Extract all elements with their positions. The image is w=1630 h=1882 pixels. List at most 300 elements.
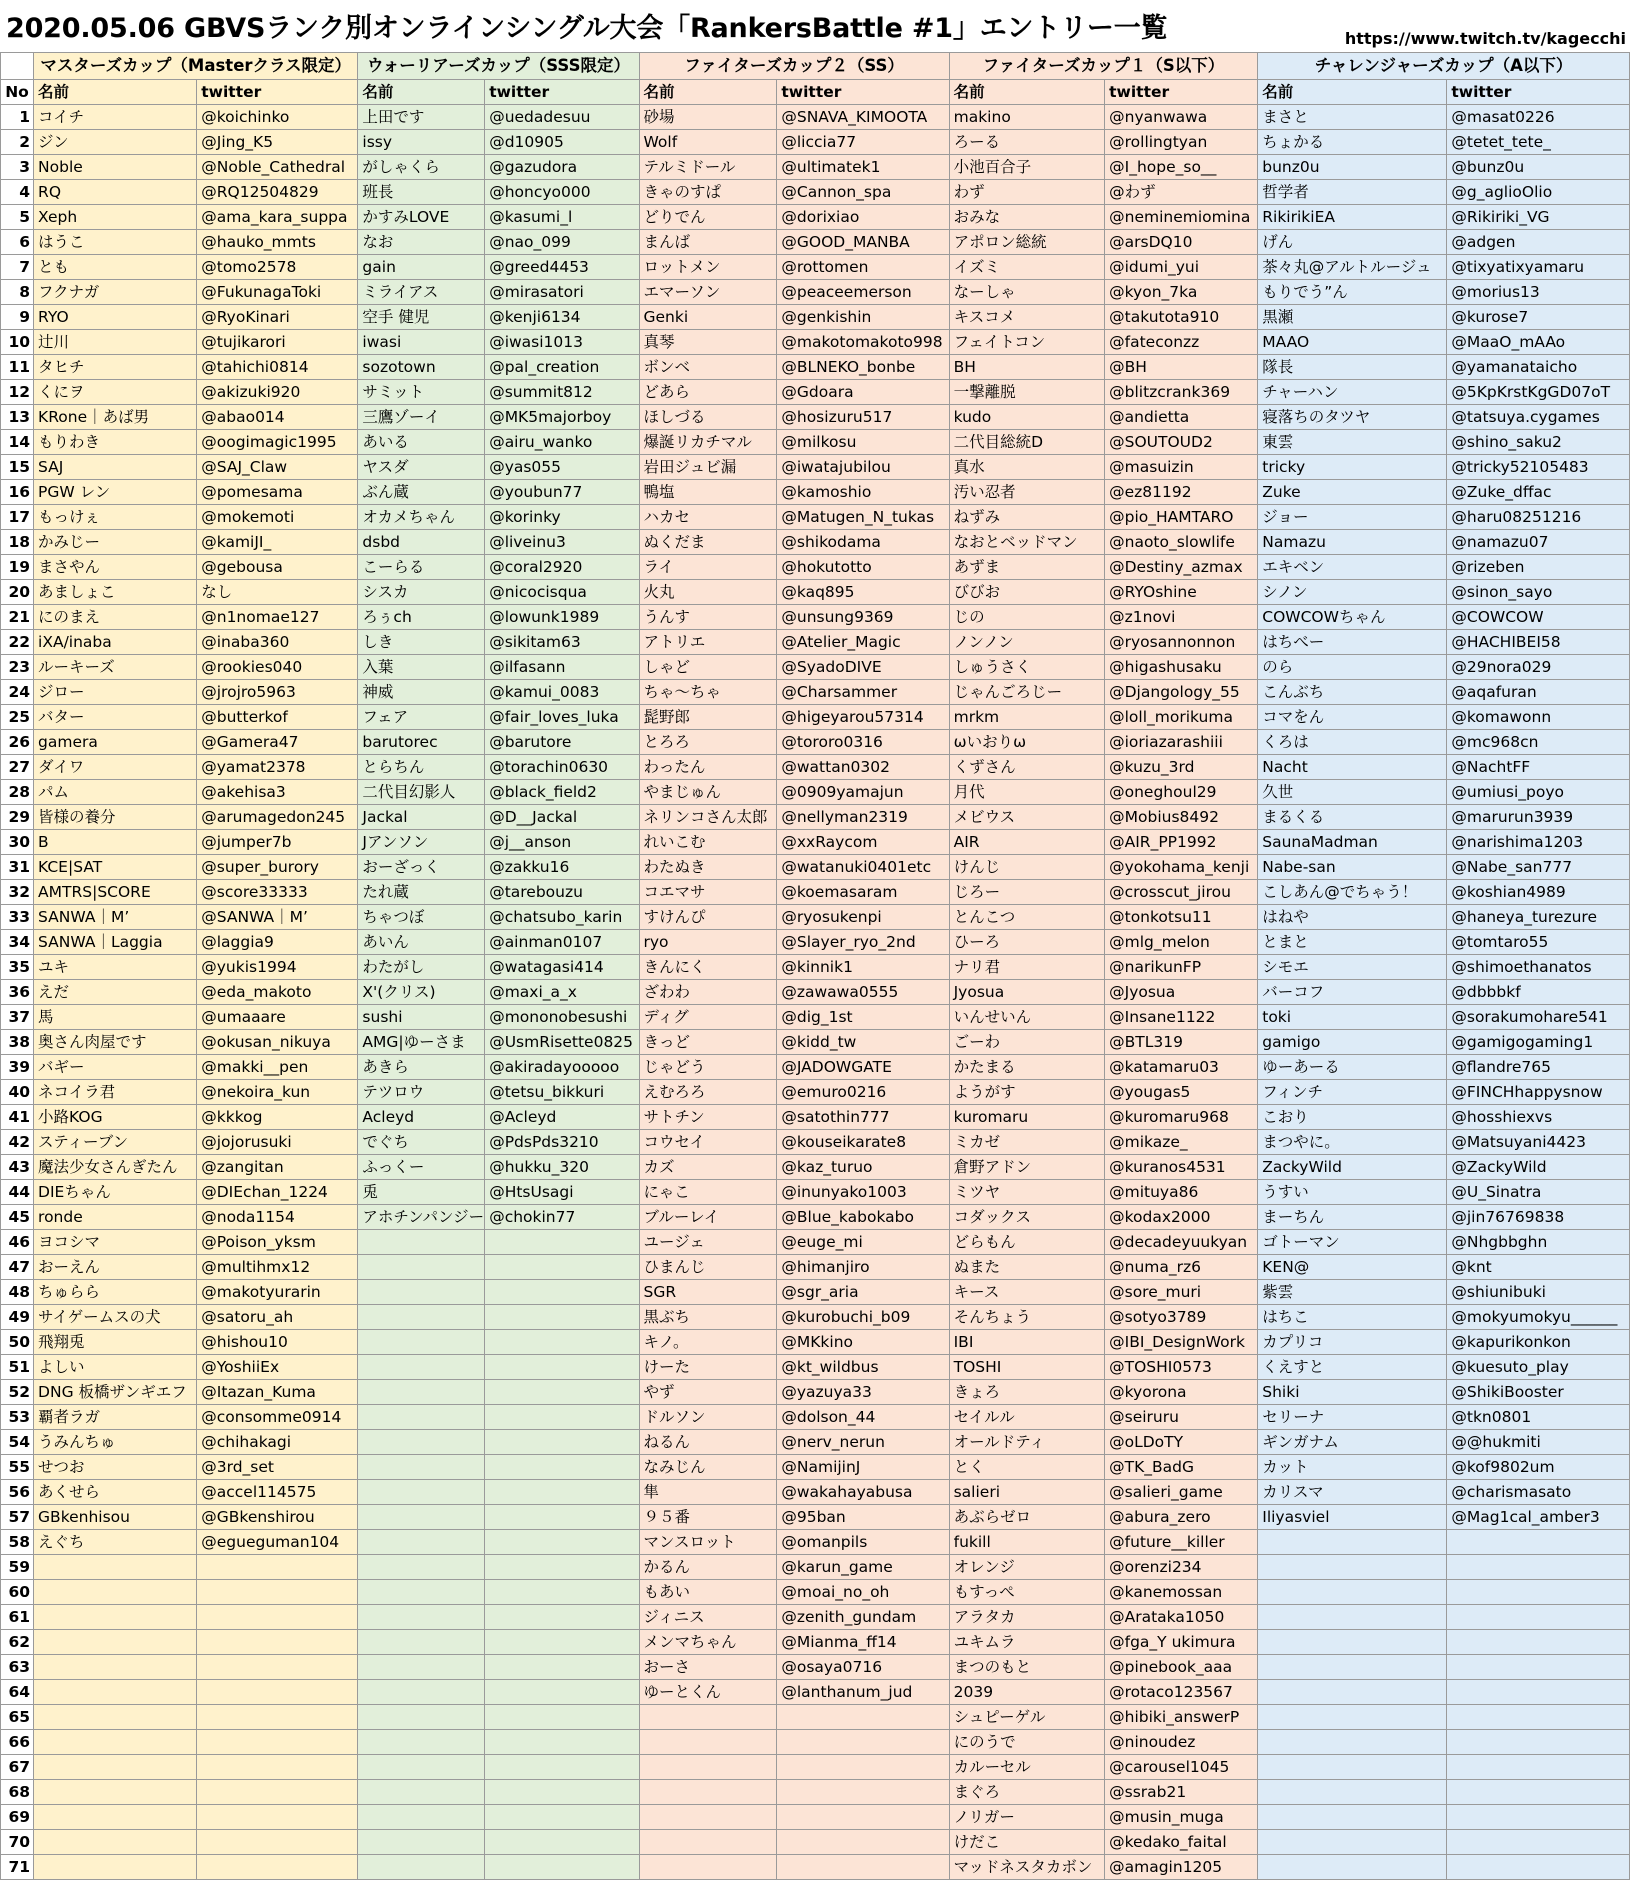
twitter-handle-cell: @makotomakoto998 — [777, 330, 949, 355]
twitter-handle-cell: @idumi_yui — [1105, 255, 1258, 280]
player-name-cell: Noble — [34, 155, 197, 180]
player-name-cell: ミカゼ — [949, 1130, 1105, 1155]
player-name-cell: 二代目総統D — [949, 430, 1105, 455]
twitter-handle-cell: @jojorusuki — [197, 1130, 358, 1155]
twitter-handle-cell: @kamui_0083 — [485, 680, 639, 705]
twitter-handle-cell: @MKkino — [777, 1330, 949, 1355]
twitter-handle-cell: @yas055 — [485, 455, 639, 480]
twitter-handle-cell: @0909yamajun — [777, 780, 949, 805]
player-name-cell — [1258, 1730, 1447, 1755]
twitter-handle-cell: @mc968cn — [1447, 730, 1630, 755]
twitter-handle-cell: @Jyosua — [1105, 980, 1258, 1005]
twitter-handle-cell: @ryosukenpi — [777, 905, 949, 930]
table-row — [1, 780, 1630, 805]
twitter-handle-cell: @g_aglioOlio — [1447, 180, 1630, 205]
table-row — [1, 905, 1630, 930]
player-name-cell: ブルーレイ — [639, 1205, 777, 1230]
player-name-cell: メンマちゃん — [639, 1630, 777, 1655]
twitter-handle-cell: @knt — [1447, 1255, 1630, 1280]
twitter-handle-cell: @dig_1st — [777, 1005, 949, 1030]
player-name-cell: ryo — [639, 930, 777, 955]
twitter-handle-cell — [485, 1855, 639, 1880]
twitter-handle-cell: @Blue_kabokabo — [777, 1205, 949, 1230]
row-number: 70 — [1, 1830, 34, 1855]
name-header: 名前 — [949, 80, 1105, 105]
twitter-handle-cell: @hibiki_answerP — [1105, 1705, 1258, 1730]
player-name-cell: アトリエ — [639, 630, 777, 655]
twitter-handle-cell: @omanpils — [777, 1530, 949, 1555]
table-row — [1, 1205, 1630, 1230]
twitter-handle-cell: @pal_creation — [485, 355, 639, 380]
player-name-cell: ひーろ — [949, 930, 1105, 955]
player-name-cell — [358, 1455, 485, 1480]
twitter-handle-cell: @dbbbkf — [1447, 980, 1630, 1005]
twitter-handle-cell: @inaba360 — [197, 630, 358, 655]
row-number: 33 — [1, 905, 34, 930]
player-name-cell — [1258, 1680, 1447, 1705]
player-name-cell: とらちん — [358, 755, 485, 780]
twitter-handle-cell — [485, 1480, 639, 1505]
twitter-handle-cell: @Mag1cal_amber3 — [1447, 1505, 1630, 1530]
player-name-cell: 隊長 — [1258, 355, 1447, 380]
row-number: 40 — [1, 1080, 34, 1105]
player-name-cell — [1258, 1855, 1447, 1880]
row-number: 42 — [1, 1130, 34, 1155]
player-name-cell — [358, 1330, 485, 1355]
twitter-handle-cell: @kof9802um — [1447, 1455, 1630, 1480]
twitter-handle-cell: @sgr_aria — [777, 1280, 949, 1305]
twitter-handle-cell: @DIEchan_1224 — [197, 1180, 358, 1205]
twitter-handle-cell: @milkosu — [777, 430, 949, 455]
page-title: 2020.05.06 GBVSランク別オンラインシングル大会「RankersBattle #1」エントリー一覧 — [6, 13, 1168, 44]
player-name-cell: ユキムラ — [949, 1630, 1105, 1655]
player-name-cell: Iliyasviel — [1258, 1505, 1447, 1530]
twitter-handle-cell: @SOUTOUD2 — [1105, 430, 1258, 455]
row-number: 13 — [1, 405, 34, 430]
twitter-handle-cell: @euge_mi — [777, 1230, 949, 1255]
player-name-cell — [358, 1280, 485, 1305]
twitter-handle-cell: @D__Jackal — [485, 805, 639, 830]
row-number: 35 — [1, 955, 34, 980]
twitter-handle-cell: なし — [197, 580, 358, 605]
player-name-cell: コイチ — [34, 105, 197, 130]
player-name-cell: サイゲームスの犬 — [34, 1305, 197, 1330]
table-row — [1, 155, 1630, 180]
twitter-handle-cell: @TOSHI0573 — [1105, 1355, 1258, 1380]
player-name-cell: おーえん — [34, 1255, 197, 1280]
row-number: 37 — [1, 1005, 34, 1030]
player-name-cell: まさやん — [34, 555, 197, 580]
twitter-handle-cell: @kenji6134 — [485, 305, 639, 330]
entry-table — [0, 52, 1630, 1880]
player-name-cell: ゆーとくん — [639, 1680, 777, 1705]
player-name-cell: にのうで — [949, 1730, 1105, 1755]
table-row — [1, 1405, 1630, 1430]
twitter-handle-cell: @tonkotsu11 — [1105, 905, 1258, 930]
twitter-handle-cell: @neminemiomina — [1105, 205, 1258, 230]
twitter-handle-cell: @95ban — [777, 1505, 949, 1530]
twitter-handle-cell: @mokyumokyu______ — [1447, 1305, 1630, 1330]
player-name-cell: げん — [1258, 230, 1447, 255]
player-name-cell: わず — [949, 180, 1105, 205]
player-name-cell — [639, 1755, 777, 1780]
player-name-cell — [1258, 1630, 1447, 1655]
player-name-cell — [34, 1680, 197, 1705]
twitter-handle-cell: @kanemossan — [1105, 1580, 1258, 1605]
cup-title-challengers: チャレンジャーズカップ（A以下） — [1258, 53, 1630, 80]
player-name-cell — [358, 1855, 485, 1880]
player-name-cell: iwasi — [358, 330, 485, 355]
twitter-handle-cell: @fair_loves_luka — [485, 705, 639, 730]
table-row — [1, 530, 1630, 555]
twitter-handle-cell: @ssrab21 — [1105, 1780, 1258, 1805]
twitter-handle-cell: @kamiJI_ — [197, 530, 358, 555]
player-name-cell: BH — [949, 355, 1105, 380]
twitter-handle-cell: @oLDoTY — [1105, 1430, 1258, 1455]
row-number: 14 — [1, 430, 34, 455]
player-name-cell: もすっぺ — [949, 1580, 1105, 1605]
player-name-cell: こおり — [1258, 1105, 1447, 1130]
player-name-cell — [358, 1605, 485, 1630]
player-name-cell: なみじん — [639, 1455, 777, 1480]
twitter-handle-cell — [485, 1355, 639, 1380]
twitter-handle-cell: @naoto_slowlife — [1105, 530, 1258, 555]
table-row — [1, 1830, 1630, 1855]
table-row — [1, 1655, 1630, 1680]
twitter-handle-cell: @tomo2578 — [197, 255, 358, 280]
twitter-handle-cell: @Gamera47 — [197, 730, 358, 755]
player-name-cell: iXA/inaba — [34, 630, 197, 655]
row-number: 15 — [1, 455, 34, 480]
table-row — [1, 730, 1630, 755]
player-name-cell: ほしづる — [639, 405, 777, 430]
twitter-handle-cell: @unsung9369 — [777, 605, 949, 630]
player-name-cell — [1258, 1830, 1447, 1855]
player-name-cell: まんば — [639, 230, 777, 255]
twitter-handle-cell: @egueguman104 — [197, 1530, 358, 1555]
player-name-cell: toki — [1258, 1005, 1447, 1030]
player-name-cell: まーちん — [1258, 1205, 1447, 1230]
player-name-cell: 久世 — [1258, 780, 1447, 805]
table-row — [1, 1230, 1630, 1255]
twitter-handle-cell: @hosshiexvs — [1447, 1105, 1630, 1130]
player-name-cell — [639, 1855, 777, 1880]
row-number: 44 — [1, 1180, 34, 1205]
table-row — [1, 1605, 1630, 1630]
table-row — [1, 1155, 1630, 1180]
row-number: 17 — [1, 505, 34, 530]
player-name-cell: fukill — [949, 1530, 1105, 1555]
twitter-handle-cell: @GBkenshirou — [197, 1505, 358, 1530]
player-name-cell: kudo — [949, 405, 1105, 430]
player-name-cell — [358, 1580, 485, 1605]
player-name-cell: フクナガ — [34, 280, 197, 305]
player-name-cell: くずさん — [949, 755, 1105, 780]
twitter-handle-cell — [485, 1430, 639, 1455]
twitter-handle-cell: @multihmx12 — [197, 1255, 358, 1280]
twitter-handle-cell: @akehisa3 — [197, 780, 358, 805]
twitter-handle-cell: @makotyurarin — [197, 1280, 358, 1305]
player-name-cell: シノン — [1258, 580, 1447, 605]
twitter-handle-cell: @liveinu3 — [485, 530, 639, 555]
player-name-cell: ぬくだま — [639, 530, 777, 555]
twitter-handle-cell: @kuesuto_play — [1447, 1355, 1630, 1380]
twitter-handle-cell: @arumagedon245 — [197, 805, 358, 830]
table-row — [1, 230, 1630, 255]
player-name-cell — [1258, 1655, 1447, 1680]
twitter-handle-cell: @PdsPds3210 — [485, 1130, 639, 1155]
player-name-cell: シスカ — [358, 580, 485, 605]
player-name-cell: フェイトコン — [949, 330, 1105, 355]
table-row — [1, 1180, 1630, 1205]
twitter-handle-cell: @kyorona — [1105, 1380, 1258, 1405]
player-name-cell: Wolf — [639, 130, 777, 155]
player-name-cell — [34, 1630, 197, 1655]
twitter-handle-cell: @masuizin — [1105, 455, 1258, 480]
twitter-handle-cell — [1447, 1805, 1630, 1830]
twitter-handle-cell: @Matsuyani4423 — [1447, 1130, 1630, 1155]
twitter-handle-cell: @tomtaro55 — [1447, 930, 1630, 955]
cup-title-fighters1: ファイターズカップ１（S以下） — [949, 53, 1258, 80]
player-name-cell — [34, 1555, 197, 1580]
twitter-handle-cell — [485, 1730, 639, 1755]
player-name-cell: じろー — [949, 880, 1105, 905]
player-name-cell: 皆様の養分 — [34, 805, 197, 830]
table-row — [1, 580, 1630, 605]
player-name-cell: 飛翔兎 — [34, 1330, 197, 1355]
twitter-handle-cell: @blitzcrank369 — [1105, 380, 1258, 405]
player-name-cell: Namazu — [1258, 530, 1447, 555]
twitter-handle-cell: @abao014 — [197, 405, 358, 430]
twitter-handle-cell: @ultimatek1 — [777, 155, 949, 180]
player-name-cell: わったん — [639, 755, 777, 780]
twitter-handle-cell: @moai_no_oh — [777, 1580, 949, 1605]
row-number: 23 — [1, 655, 34, 680]
player-name-cell: KRone｜あば男 — [34, 405, 197, 430]
player-name-cell: エキベン — [1258, 555, 1447, 580]
twitter-handle-cell: @gebousa — [197, 555, 358, 580]
player-name-cell: ねずみ — [949, 505, 1105, 530]
player-name-cell: わたぬき — [639, 855, 777, 880]
twitter-handle-cell: @U_Sinatra — [1447, 1180, 1630, 1205]
player-name-cell — [1258, 1605, 1447, 1630]
player-name-cell: はちべー — [1258, 630, 1447, 655]
twitter-handle-cell: @kidd_tw — [777, 1030, 949, 1055]
player-name-cell: きんにく — [639, 955, 777, 980]
twitter-handle-cell — [485, 1455, 639, 1480]
twitter-handle-cell: @tixyatixyamaru — [1447, 255, 1630, 280]
table-row — [1, 755, 1630, 780]
player-name-cell: gamera — [34, 730, 197, 755]
table-row — [1, 930, 1630, 955]
twitter-handle-cell: @nyanwawa — [1105, 105, 1258, 130]
player-name-cell — [639, 1730, 777, 1755]
twitter-handle-cell: @yazuya33 — [777, 1380, 949, 1405]
table-row — [1, 555, 1630, 580]
player-name-cell: Jackal — [358, 805, 485, 830]
twitter-handle-cell: @YoshiiEx — [197, 1355, 358, 1380]
player-name-cell — [358, 1255, 485, 1280]
twitter-handle-cell: @kodax2000 — [1105, 1205, 1258, 1230]
table-row — [1, 305, 1630, 330]
twitter-handle-cell — [485, 1580, 639, 1605]
twitter-handle-cell: @haru08251216 — [1447, 505, 1630, 530]
twitter-handle-cell: @jrojro5963 — [197, 680, 358, 705]
table-row — [1, 180, 1630, 205]
player-name-cell: ちゃつぼ — [358, 905, 485, 930]
player-name-cell: 二代目幻影人 — [358, 780, 485, 805]
player-name-cell: ωいおりω — [949, 730, 1105, 755]
twitter-handle-cell — [197, 1630, 358, 1655]
player-name-cell: シモエ — [1258, 955, 1447, 980]
row-number: 49 — [1, 1305, 34, 1330]
player-name-cell: ダイワ — [34, 755, 197, 780]
twitter-handle-cell: @d10905 — [485, 130, 639, 155]
twitter-handle-cell: @emuro0216 — [777, 1080, 949, 1105]
player-name-cell: AMTRS|SCORE — [34, 880, 197, 905]
twitter-handle-cell: @kapurikonkon — [1447, 1330, 1630, 1355]
player-name-cell: ユキ — [34, 955, 197, 980]
twitter-handle-cell: @pio_HAMTARO — [1105, 505, 1258, 530]
player-name-cell — [34, 1605, 197, 1630]
player-name-cell: ジン — [34, 130, 197, 155]
twitter-handle-cell: @mikaze_ — [1105, 1130, 1258, 1155]
twitter-handle-cell: @maxi_a_x — [485, 980, 639, 1005]
table-row — [1, 680, 1630, 705]
twitter-handle-cell — [777, 1805, 949, 1830]
name-header: 名前 — [1258, 80, 1447, 105]
table-row — [1, 1555, 1630, 1580]
twitter-handle-cell: @HACHIBEI58 — [1447, 630, 1630, 655]
twitter-handle-cell — [1447, 1830, 1630, 1855]
row-number: 50 — [1, 1330, 34, 1355]
twitter-handle-cell: @NamijinJ — [777, 1455, 949, 1480]
row-number: 21 — [1, 605, 34, 630]
player-name-cell: 魔法少女さんぎたん — [34, 1155, 197, 1180]
twitter-handle-cell: @BH — [1105, 355, 1258, 380]
player-name-cell: きっど — [639, 1030, 777, 1055]
player-name-cell: れいこむ — [639, 830, 777, 855]
player-name-cell: パム — [34, 780, 197, 805]
twitter-handle-cell: @sinon_sayo — [1447, 580, 1630, 605]
twitter-handle-cell: @Djangology_55 — [1105, 680, 1258, 705]
row-number: 28 — [1, 780, 34, 805]
twitter-handle-cell — [1447, 1580, 1630, 1605]
player-name-cell: もりわき — [34, 430, 197, 455]
row-number: 6 — [1, 230, 34, 255]
twitter-handle-cell: @adgen — [1447, 230, 1630, 255]
twitter-handle-cell: @Cannon_spa — [777, 180, 949, 205]
player-name-cell: えだ — [34, 980, 197, 1005]
table-row — [1, 630, 1630, 655]
player-name-cell: まさと — [1258, 105, 1447, 130]
player-name-cell: サミット — [358, 380, 485, 405]
twitter-handle-cell — [485, 1655, 639, 1680]
twitter-handle-cell: @karun_game — [777, 1555, 949, 1580]
player-name-cell: 倉野アドン — [949, 1155, 1105, 1180]
twitter-handle-cell: @okusan_nikuya — [197, 1030, 358, 1055]
player-name-cell: 空手 健児 — [358, 305, 485, 330]
row-number: 27 — [1, 755, 34, 780]
twitter-handle-cell: @ShikiBooster — [1447, 1380, 1630, 1405]
player-name-cell: ひまんじ — [639, 1255, 777, 1280]
twitter-handle-cell: @nekoira_kun — [197, 1080, 358, 1105]
player-name-cell: ちゅらら — [34, 1280, 197, 1305]
player-name-cell: 2039 — [949, 1680, 1105, 1705]
player-name-cell: メビウス — [949, 805, 1105, 830]
player-name-cell: Jyosua — [949, 980, 1105, 1005]
player-name-cell — [1258, 1705, 1447, 1730]
player-name-cell — [358, 1555, 485, 1580]
player-name-cell — [358, 1705, 485, 1730]
table-row — [1, 405, 1630, 430]
player-name-cell — [358, 1430, 485, 1455]
twitter-handle-cell — [197, 1730, 358, 1755]
player-name-cell: とんこつ — [949, 905, 1105, 930]
player-name-cell — [358, 1230, 485, 1255]
twitter-handle-cell: @Jing_K5 — [197, 130, 358, 155]
player-name-cell — [1258, 1555, 1447, 1580]
player-name-cell: 火丸 — [639, 580, 777, 605]
player-name-cell: bunz0u — [1258, 155, 1447, 180]
twitter-handle-cell: @chihakagi — [197, 1430, 358, 1455]
row-number: 55 — [1, 1455, 34, 1480]
player-name-cell: サトチン — [639, 1105, 777, 1130]
player-name-cell: sushi — [358, 1005, 485, 1030]
twitter-handle-cell: @jumper7b — [197, 830, 358, 855]
twitter-handle-cell — [485, 1755, 639, 1780]
player-name-cell — [1258, 1755, 1447, 1780]
twitter-handle-cell: @yamanataicho — [1447, 355, 1630, 380]
player-name-cell — [358, 1780, 485, 1805]
twitter-header: twitter — [1447, 80, 1630, 105]
twitter-handle-cell: @komawonn — [1447, 705, 1630, 730]
twitter-handle-cell: @umaaare — [197, 1005, 358, 1030]
player-name-cell: どらもん — [949, 1230, 1105, 1255]
twitter-handle-cell — [777, 1780, 949, 1805]
row-number: 34 — [1, 930, 34, 955]
player-name-cell: 小池百合子 — [949, 155, 1105, 180]
player-name-cell: ルーキーズ — [34, 655, 197, 680]
twitter-handle-cell: @iwatajubilou — [777, 455, 949, 480]
player-name-cell: えむろろ — [639, 1080, 777, 1105]
twitter-handle-cell: @zawawa0555 — [777, 980, 949, 1005]
twitter-handle-cell: @summit812 — [485, 380, 639, 405]
row-number: 16 — [1, 480, 34, 505]
row-number: 3 — [1, 155, 34, 180]
player-name-cell: どあら — [639, 380, 777, 405]
twitter-handle-cell: @korinky — [485, 505, 639, 530]
twitter-handle-cell: @yamat2378 — [197, 755, 358, 780]
player-name-cell: SANWA｜Laggia — [34, 930, 197, 955]
player-name-cell: ごーわ — [949, 1030, 1105, 1055]
player-name-cell: とろろ — [639, 730, 777, 755]
row-number: 9 — [1, 305, 34, 330]
twitter-handle-cell — [485, 1405, 639, 1430]
twitter-handle-cell: @aqafuran — [1447, 680, 1630, 705]
twitter-handle-cell: @Arataka1050 — [1105, 1605, 1258, 1630]
twitter-handle-cell — [1447, 1530, 1630, 1555]
twitter-handle-cell — [197, 1580, 358, 1605]
player-name-cell: おみな — [949, 205, 1105, 230]
row-number: 1 — [1, 105, 34, 130]
row-number: 67 — [1, 1755, 34, 1780]
twitter-handle-cell — [1447, 1655, 1630, 1680]
twitter-handle-cell — [197, 1830, 358, 1855]
player-name-cell: 馬 — [34, 1005, 197, 1030]
row-number: 31 — [1, 855, 34, 880]
player-name-cell: AMG|ゆーさま — [358, 1030, 485, 1055]
